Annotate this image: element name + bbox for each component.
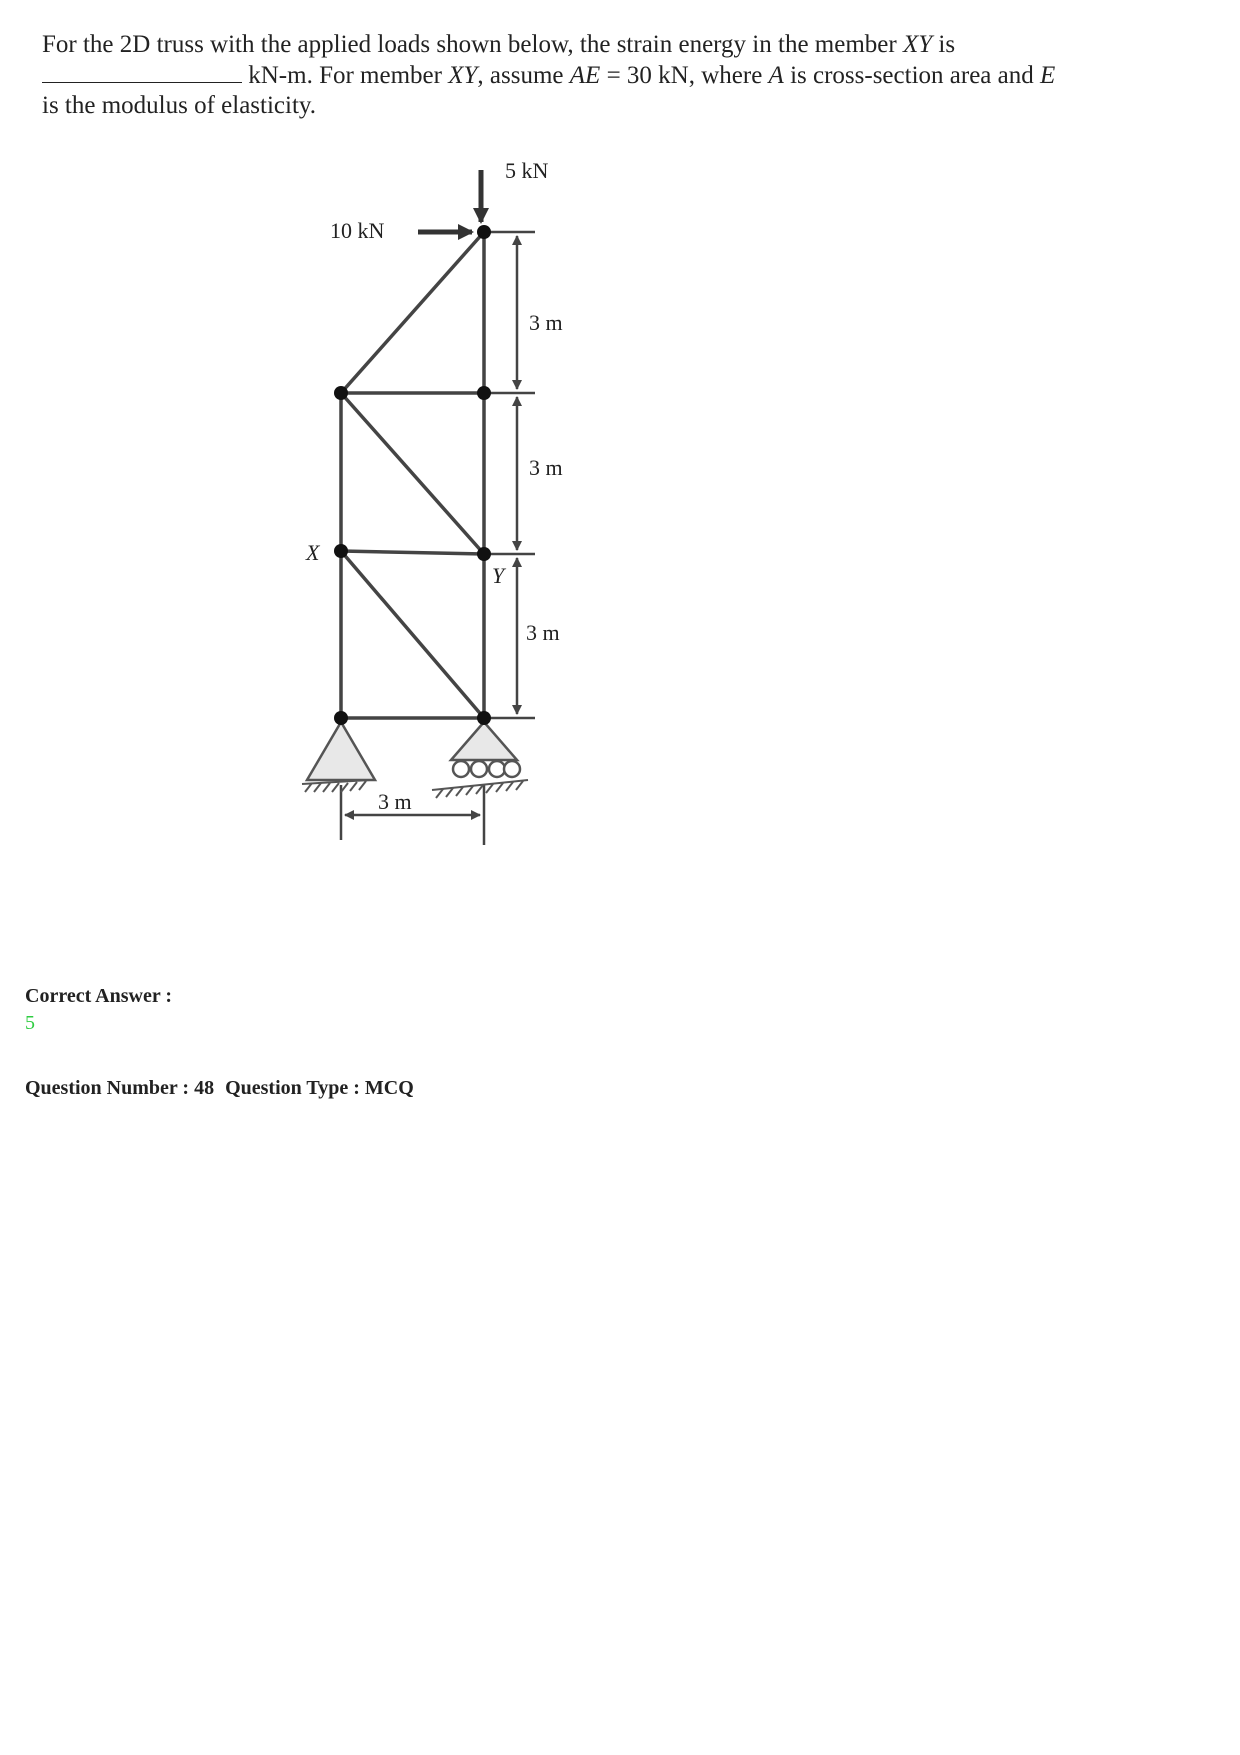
dim-top-label: 3 m bbox=[529, 310, 563, 335]
node-x-label: X bbox=[306, 540, 320, 565]
load-horizontal-label: 10 kN bbox=[330, 218, 385, 243]
node-y-label: Y bbox=[492, 563, 505, 588]
question-part2: is bbox=[938, 31, 956, 58]
question-type: Question Type : MCQ bbox=[225, 1077, 414, 1099]
truss-members bbox=[341, 232, 484, 718]
dim-middle-label: 3 m bbox=[529, 455, 563, 480]
member-symbol-2: XY bbox=[448, 62, 478, 89]
question-part1: For the 2D truss with the applied loads shown below, the strain energy in the member bbox=[42, 31, 897, 58]
joint-y bbox=[477, 547, 491, 561]
dim-base-label: 3 m bbox=[378, 789, 412, 814]
joint-top bbox=[477, 225, 491, 239]
e-symbol: E bbox=[1039, 62, 1056, 89]
correct-answer-value: 5 bbox=[25, 1012, 35, 1034]
joint-x bbox=[334, 544, 348, 558]
dimension-lines bbox=[345, 236, 517, 815]
lower-diagonal bbox=[341, 551, 484, 718]
question-part5: is cross-section area and bbox=[790, 62, 1034, 89]
joint-upper-left bbox=[334, 386, 348, 400]
correct-answer-label: Correct Answer : bbox=[25, 985, 172, 1007]
question-number: Question Number : 48 bbox=[25, 1077, 215, 1099]
ae-value: = 30 kN, where bbox=[606, 62, 763, 89]
joint-bottom-left bbox=[334, 711, 348, 725]
question-part3: kN-m. For member bbox=[248, 62, 442, 89]
joint-bottom-right bbox=[477, 711, 491, 725]
question-meta bbox=[25, 1077, 420, 1100]
top-diagonal bbox=[341, 232, 484, 393]
load-vertical-label: 5 kN bbox=[505, 158, 549, 183]
roller-support bbox=[432, 722, 528, 798]
question-part6: is the modulus of elasticity. bbox=[42, 92, 317, 119]
question-part4: , assume bbox=[477, 62, 564, 89]
member-xy bbox=[341, 551, 484, 554]
dim-bottom-label: 3 m bbox=[526, 620, 560, 645]
member-symbol: XY bbox=[902, 31, 933, 58]
a-symbol: A bbox=[768, 62, 784, 89]
loads bbox=[418, 170, 481, 232]
pin-support bbox=[302, 722, 375, 792]
middle-diagonal bbox=[341, 393, 484, 554]
joint-upper-right bbox=[477, 386, 491, 400]
ae-symbol: AE bbox=[569, 62, 601, 89]
